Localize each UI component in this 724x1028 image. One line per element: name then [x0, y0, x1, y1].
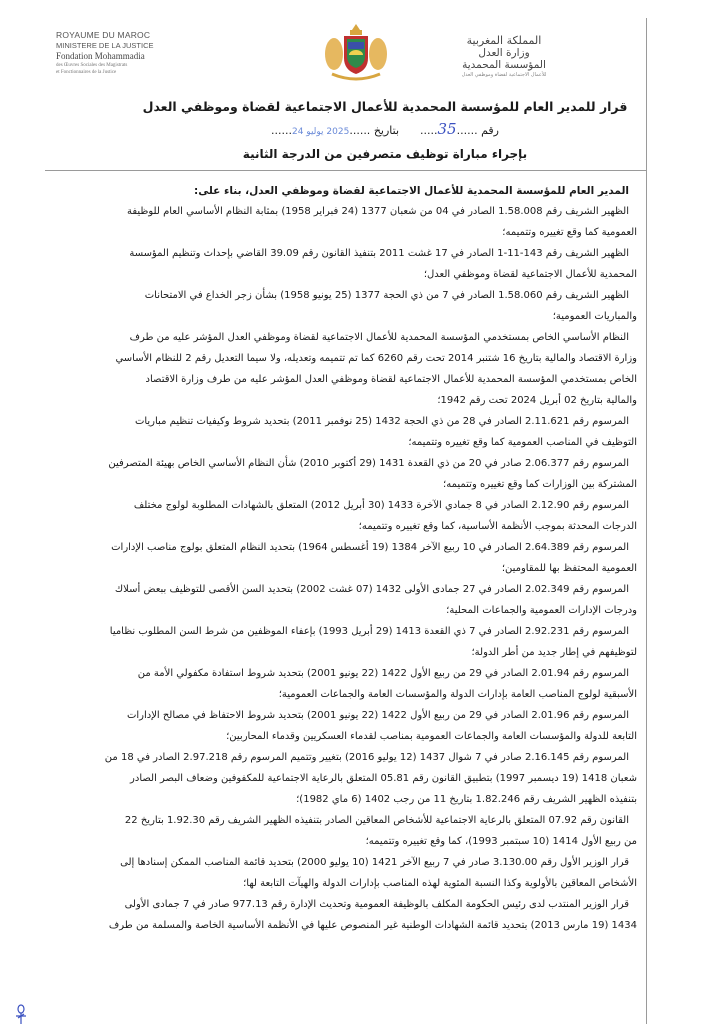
preamble-list — [52, 201, 637, 936]
preamble-intro: المدير العام للمؤسسة المحمدية للأعمال الاجتماعية لقضاة وموظفي العدل، بناء على: — [194, 185, 629, 197]
preamble-item-continuation: التوظيف في المناصب العمومية كما وقع تغييره وتتميمه؛ — [408, 437, 637, 448]
preamble-item-line: الظهير الشريف رقم 1.58.060 الصادر في 7 من ذي الحجة 1377 (25 يونيو 1958) بشأن زجر الخداع في الامتحانات — [144, 290, 629, 301]
letterhead-foundation-sub1: des Œuvres Sociales des Magistrats — [56, 63, 128, 68]
preamble-item-continuation: شعبان 1418 (19 ديسمبر 1997) بتطبيق القانون رقم 05.81 المتعلق بالرعاية الاجتماعية للمكفوفين وضعاف البصر الصادر — [130, 773, 637, 784]
preamble-item-continuation: والمباريات العمومية؛ — [552, 311, 637, 322]
preamble-item — [52, 453, 637, 495]
preamble-item-continuation: الأسبقية لولوج المناصب العامة بإدارات الدولة والمؤسسات العامة والجماعات العمومية؛ — [278, 689, 637, 700]
preamble-item-line: الظهير الشريف رقم 1.58.008 الصادر في 04 من شعبان 1377 (24 فبراير 1958) بمثابة النظام الأساسي العام للوظيفة — [126, 206, 629, 217]
french-letterhead — [56, 30, 206, 76]
preamble-item — [52, 243, 637, 285]
preamble-item-continuation: الخاص بمستخدمي المؤسسة المحمدية للأعمال الاجتماعية لقضاة وموظفي العدل المؤشر عليه من طرف وزارة الاقتصاد — [145, 374, 637, 385]
decision-date: 2025 يوليو 24 — [291, 127, 350, 137]
preamble-item — [52, 537, 637, 579]
preamble-item — [52, 705, 637, 747]
preamble-item-line: قرار الوزير الأول رقم 3.130.00 صادر في 7 ربيع الآخر 1421 (10 يوليو 2000) بتحديد قائمة المناصب الممكن إسنادها إلى — [120, 857, 629, 868]
decision-subject: بإجراء مباراة توظيف متصرفين من الدرجة الثانية — [242, 147, 528, 161]
date-label: بتاريخ — [373, 124, 400, 137]
preamble-item-continuation: المشتركة بين الوزارات كما وقع تغييره وتتميمه؛ — [443, 479, 637, 490]
preamble-item-line: المرسوم رقم 2.01.96 الصادر في 29 من ربيع الأول 1422 (22 يونيو 2001) بتحديد شروط الاحتفاظ في مصالح الإدارات — [126, 710, 629, 721]
handwritten-initial-icon — [14, 1004, 28, 1024]
preamble-item-continuation: الدرجات المحدثة بموجب الأنظمة الأساسية، كما وقع تغييره وتتميمه؛ — [358, 521, 637, 532]
letterhead-foundation-sub-ar: للأعمال الاجتماعية لقضاة وموظفي العدل — [461, 72, 547, 78]
preamble-item — [52, 327, 637, 411]
margin-line — [646, 18, 647, 1024]
moroccan-coat-of-arms-icon — [316, 22, 396, 86]
preamble-item-line: القانون رقم 07.92 المتعلق بالرعاية الاجتماعية للأشخاص المعاقين الصادر بتنفيذه الظهير الشريف رقم 1.92.30 بتاريخ 22 — [124, 815, 629, 826]
arabic-letterhead — [434, 34, 574, 79]
letterhead-foundation-sub2: et Fonctionnaires de la Justice — [56, 70, 117, 75]
preamble-item — [52, 663, 637, 705]
preamble-item-line: المرسوم رقم 2.01.94 الصادر في 29 من ربيع الأول 1422 (22 يونيو 2001) بتحديد شروط استفادة مكفولي الأمة من — [137, 668, 629, 679]
preamble-item-continuation: 1434 (19 مارس 2013) بتحديد قائمة الشهادات الوطنية غير المنصوص عليها في الأنظمة الأساسية الخاصة والمسلمة من طرف — [108, 920, 637, 931]
preamble-item-continuation: والمالية بتاريخ 02 أبريل 2024 تحت رقم 1942؛ — [437, 395, 637, 406]
preamble-item-continuation: ودرجات الإدارات العمومية والجماعات المحلية؛ — [446, 605, 637, 616]
preamble-item-line: المرسوم رقم 2.12.90 الصادر في 8 جمادي الآخرة 1433 (30 أبريل 2012) المتعلق بالشهادات المطلوبة لولوج مختلف — [133, 500, 629, 511]
decision-number-date: رقم ......35..... بتاريخ ......2025 يوليو 24...... — [271, 120, 499, 138]
decision-heading: قرار للمدير العام للمؤسسة المحمدية للأعمال الاجتماعية لقضاة وموظفي العدل — [142, 99, 628, 114]
preamble-item-line: المرسوم رقم 2.02.349 الصادر في 27 جمادى الأولى 1432 (07 غشت 2002) بتحديد السن الأقصى للتوظيف ببعض أسلاك — [114, 584, 629, 595]
preamble-item-continuation: بتنفيذه الظهير الشريف رقم 1.82.246 بتاريخ 11 من رجب 1402 (6 ماي 1982)؛ — [296, 794, 637, 805]
preamble-item — [52, 621, 637, 663]
preamble-item — [52, 495, 637, 537]
letterhead-ministry: MINISTERE DE LA JUSTICE — [56, 41, 154, 50]
preamble-item — [52, 285, 637, 327]
decision-number: 35 — [437, 120, 457, 138]
preamble-item-line: المرسوم رقم 2.16.145 صادر في 7 شوال 1437 (12 يوليو 2016) بتغيير وتتميم المرسوم رقم 2.97.218 الصادر في 18 من — [104, 752, 629, 763]
preamble-item — [52, 201, 637, 243]
preamble-item — [52, 852, 637, 894]
letterhead-foundation-ar: المؤسسة المحمدية — [462, 59, 546, 71]
preamble-item — [52, 810, 637, 852]
number-label: رقم — [481, 124, 499, 137]
preamble-item-continuation: لتوظيفهم في إطار جديد من أطر الدولة؛ — [471, 647, 637, 658]
preamble-item — [52, 894, 637, 936]
preamble-item-line: الظهير الشريف رقم 143-11-1 الصادر في 17 غشت 2011 بتنفيذ القانون رقم 39.09 القاضي بإحداث وتنظيم المؤسسة — [129, 248, 629, 259]
preamble-item — [52, 579, 637, 621]
letterhead-kingdom: ROYAUME DU MAROC — [56, 30, 151, 40]
preamble-item-line: قرار الوزير المنتدب لدى رئيس الحكومة المكلف بالوظيفة العمومية وتحديث الإدارة رقم 977.13 صادر في 7 جمادى الأولى — [124, 899, 629, 910]
preamble-item-line: المرسوم رقم 2.06.377 صادر في 20 من ذي القعدة 1431 (29 أكتوبر 2010) شأن النظام الأساسي الخاص بهيئة المتصرفين — [108, 458, 629, 469]
letterhead-kingdom-ar: المملكة المغربية — [466, 34, 542, 47]
preamble-item-continuation: العمومية المحتفظ بها للمقاومين؛ — [501, 563, 637, 574]
title-divider — [45, 170, 646, 171]
preamble-item — [52, 411, 637, 453]
preamble-item-line: المرسوم رقم 2.92.231 الصادر في 7 ذي القعدة 1413 (29 أبريل 1993) بإعفاء الموظفين من شرط السن المطلوب نظاميا — [109, 626, 629, 637]
decision-body — [52, 182, 637, 936]
preamble-item-line: المرسوم رقم 2.11.621 الصادر في 28 من ذي الحجة 1432 (25 نوفمبر 2011) بتحديد شروط وكيفيات تنظيم مباريات — [134, 416, 629, 427]
preamble-item-continuation: من ربيع الأول 1414 (10 سبتمبر 1993)، كما وقع تغييره وتتميمه؛ — [365, 836, 637, 847]
preamble-item-line: المرسوم رقم 2.64.389 الصادر في 10 ربيع الآخر 1384 (19 أغسطس 1964) بتحديد النظام المتعلق بولوج مناصب الإدارات — [111, 542, 629, 553]
preamble-item-continuation: وزارة الاقتصاد والمالية بتاريخ 16 شتنبر 2014 تحت رقم 6260 كما تم تتميمه وتعديله، ولا سيما التعديل رقم 2 للنظام الأساسي — [115, 353, 637, 364]
preamble-item-line: النظام الأساسي الخاص بمستخدمي المؤسسة المحمدية للأعمال الاجتماعية لقضاة وموظفي العدل المؤشر عليه من طرف — [129, 332, 629, 343]
letterhead-ministry-ar: وزارة العدل — [478, 47, 530, 59]
preamble-item-continuation: الأشخاص المعاقين بالأولوية وكذا النسبة المئوية لهذه المناصب بإدارات الدولة والهيآت التابعة لها؛ — [243, 878, 637, 889]
preamble-item-continuation: العمومية كما وقع تغييره وتتميمه؛ — [502, 227, 637, 238]
preamble-item-continuation: التابعة للدولة والمؤسسات العامة والجماعات العمومية بمناصب لقدماء العسكريين وقدماء المحاربين؛ — [226, 731, 637, 742]
preamble-item — [52, 747, 637, 810]
decision-title — [110, 96, 660, 165]
preamble-item-continuation: المحمدية للأعمال الاجتماعية لقضاة وموظفي العدل؛ — [423, 269, 637, 280]
letterhead-foundation: Fondation Mohammadia — [56, 51, 145, 61]
